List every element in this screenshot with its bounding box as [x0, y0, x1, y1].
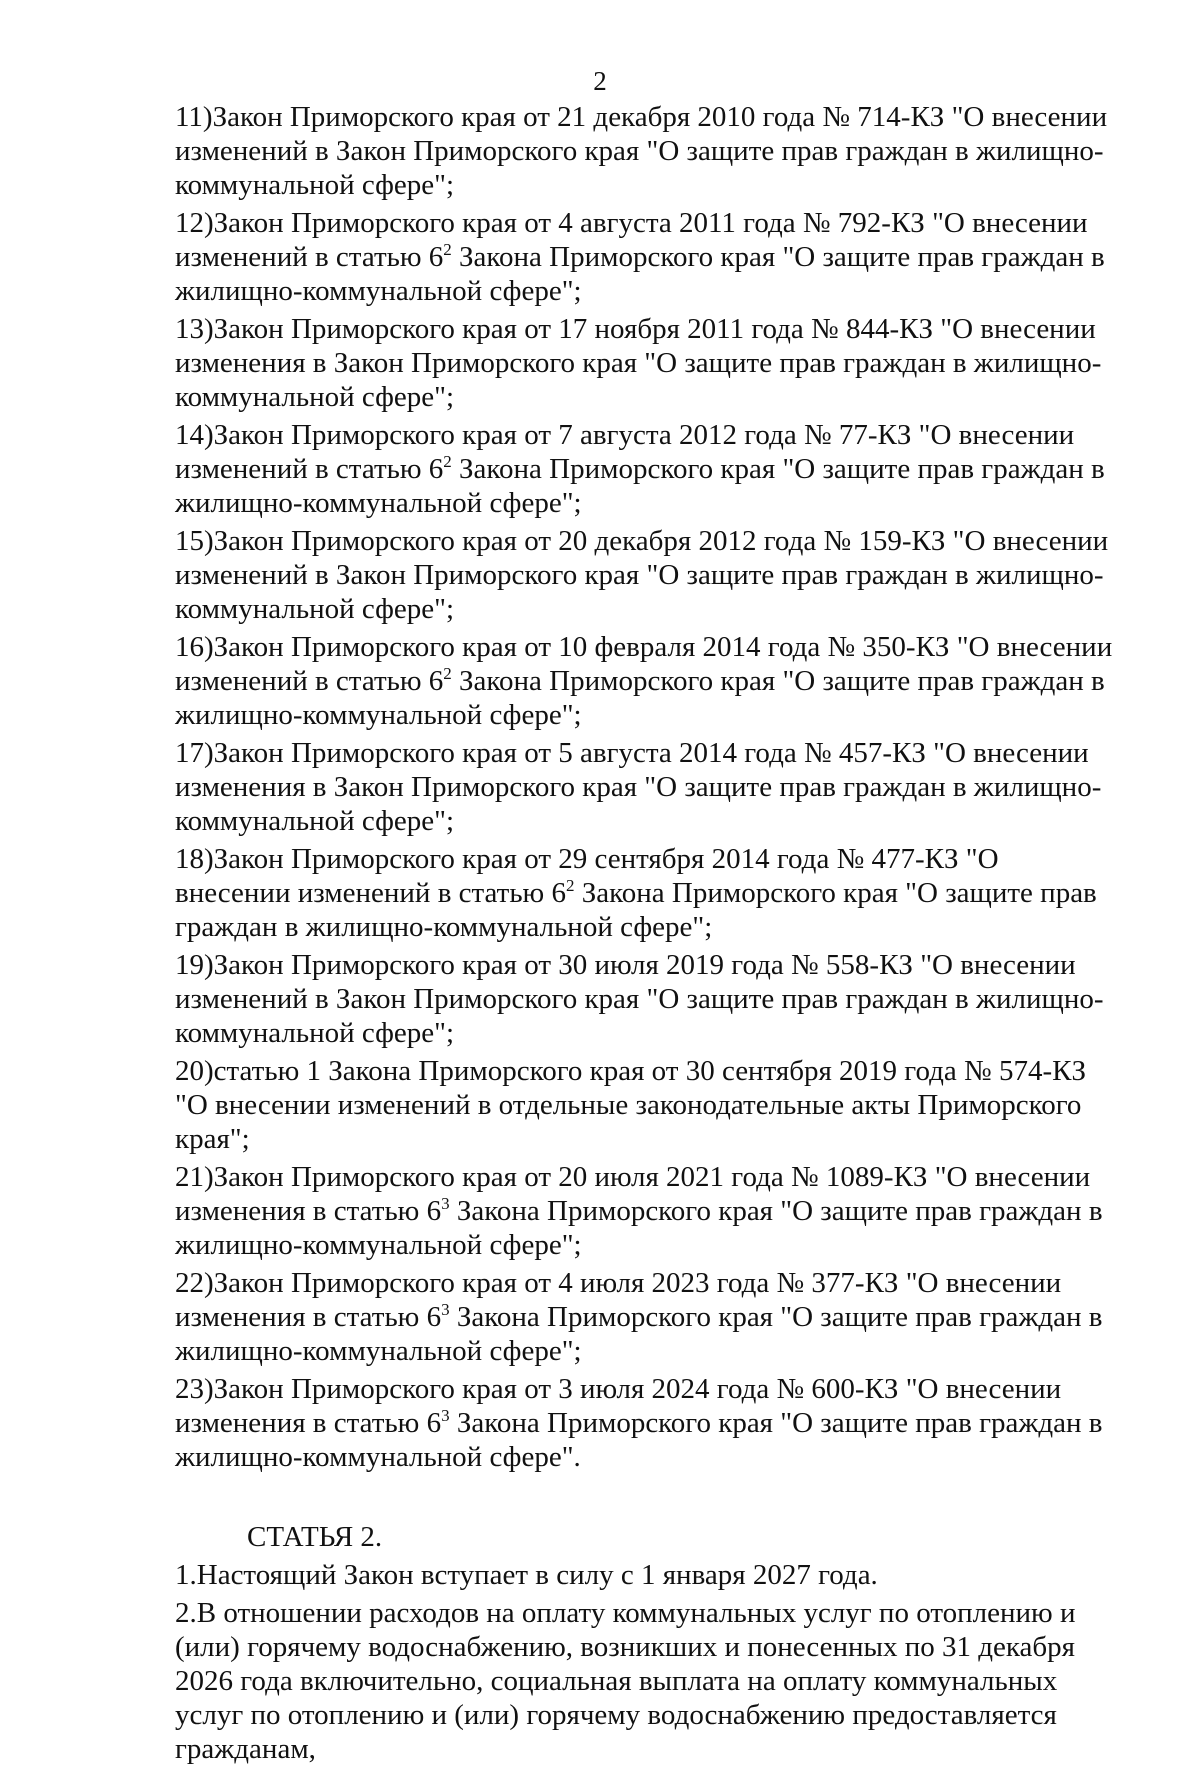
list-item-15-line-3: жилищно-коммунальной сфере"; [175, 559, 1104, 625]
list-item-11-line-2: "О внесении изменений в Закон Приморского края "О защите прав граждан в [175, 101, 1108, 167]
list-item-12-line-3: граждан в жилищно-коммунальной сфере"; [175, 241, 1105, 307]
list-item-11-line-3: жилищно-коммунальной сфере"; [175, 135, 1104, 201]
superscript: 2 [443, 452, 452, 471]
list-item-21-line-1: 21)Закон Приморского края от 20 июля 2021 года № 1089-КЗ [175, 1161, 928, 1193]
list-item-23-line-2-text-a: изменения в статью 6 [175, 1407, 442, 1439]
list-item-20-line-2: № 574-КЗ "О внесении изменений в отдельные законодательные акты [175, 1055, 1086, 1121]
article-2-paragraph-2-line-2: и (или) горячему водоснабжению, возникших и понесенных по 31 декабря [175, 1597, 1076, 1663]
list-item-23-line-2-text-b: Закона Приморского края "О защите прав граждан в [449, 1407, 1103, 1439]
list-item-14-line-2-text-a: "О внесении изменений в статью 6 [175, 419, 1075, 485]
list-item-12-line-2-text-b: Закона Приморского края "О защите прав [451, 241, 975, 273]
list-item-23-line-3: жилищно-коммунальной сфере". [175, 1441, 581, 1473]
list-item-17-line-1: 17)Закон Приморского края от 5 августа 2014 года № 457-КЗ [175, 737, 926, 769]
list-item-21 [175, 1160, 1113, 1262]
list-item-13-line-2: "О внесении изменения в Закон Приморского края "О защите прав граждан в [175, 313, 1096, 379]
list-item-23-line-2 [175, 1407, 1103, 1439]
list-item-21-line-3: граждан в жилищно-коммунальной сфере"; [175, 1195, 1103, 1261]
list-item-22-line-2-text-b: Закона Приморского края "О защите прав граждан в [449, 1301, 1103, 1333]
list-item-16-line-2-text-b: Закона Приморского края "О защите прав [451, 665, 975, 697]
list-item-19-line-3: жилищно-коммунальной сфере"; [175, 983, 1104, 1049]
list-item-12 [175, 206, 1113, 308]
list-item-14-line-1: 14)Закон Приморского края от 7 августа 2012 года № 77-КЗ [175, 419, 912, 451]
list-item-17-line-3: жилищно-коммунальной сфере"; [175, 771, 1102, 837]
list-item-11-line-1: 11)Закон Приморского края от 21 декабря 2010 года № 714-КЗ [175, 101, 945, 133]
list-item-16-line-2-text-a: "О внесении изменений в статью 6 [175, 631, 1113, 697]
list-item-21-line-2-text-b: Закона Приморского края "О защите прав [449, 1195, 972, 1227]
superscript: 2 [565, 876, 575, 895]
list-item-22 [175, 1266, 1113, 1368]
article-2-paragraph-2 [175, 1596, 1113, 1766]
list-item-18-line-2-text-b: Закона Приморского края "О защите прав [574, 877, 1097, 909]
list-item-20-line-3: Приморского края"; [175, 1089, 1082, 1155]
list-item-22-line-3: жилищно-коммунальной сфере"; [175, 1335, 582, 1367]
list-item-19-line-1: 19)Закон Приморского края от 30 июля 2019 года № 558-КЗ [175, 949, 913, 981]
list-item-18-line-2-text-a: "О внесении изменений в статью 6 [175, 843, 999, 909]
list-item-19-line-2: "О внесении изменений в Закон Приморского края "О защите прав граждан в [175, 949, 1076, 1015]
list-item-14 [175, 418, 1113, 520]
superscript: 3 [441, 1194, 450, 1213]
list-item-23-line-1: 23)Закон Приморского края от 3 июля 2024 года № 600-КЗ "О внесении [175, 1373, 1062, 1405]
list-item-15-line-1: 15)Закон Приморского края от 20 декабря 2012 года № 159-КЗ [175, 525, 946, 557]
article-2-title: СТАТЬЯ 2. [247, 1521, 383, 1553]
article-2-paragraph-1 [175, 1558, 1113, 1592]
list-item-13 [175, 312, 1113, 414]
list-item-18 [175, 842, 1113, 944]
list-item-22-line-2-text-a: изменения в статью 6 [175, 1301, 442, 1333]
list-item-11 [175, 100, 1113, 202]
document-body [175, 100, 1113, 1770]
page-number: 2 [593, 66, 607, 96]
list-item-22-line-1: 22)Закон Приморского края от 4 июля 2023 года № 377-КЗ "О внесении [175, 1267, 1062, 1299]
list-item-22-line-2 [175, 1301, 1103, 1333]
article-2-paragraph-2-line-3: 2026 года включительно, социальная выплата на оплату коммунальных услуг [175, 1665, 1058, 1731]
list-item-15-line-2: "О внесении изменений в Закон Приморского края "О защите прав граждан в [175, 525, 1109, 591]
article-2-paragraph-2-line-1: 2.В отношении расходов на оплату коммунальных услуг по отоплению [175, 1597, 1053, 1629]
superscript: 3 [441, 1300, 450, 1319]
superscript: 2 [443, 664, 452, 683]
list-item-21-line-2-text-a: "О внесении изменения в статью 6 [175, 1161, 1091, 1227]
superscript: 2 [443, 240, 452, 259]
list-item-17 [175, 736, 1113, 838]
list-item-17-line-2: "О внесении изменения в Закон Приморского края "О защите прав граждан в [175, 737, 1089, 803]
list-item-15 [175, 524, 1113, 626]
article-2-paragraph-2-line-4: по отоплению и (или) горячему водоснабжению предоставляется гражданам, [175, 1699, 1057, 1765]
superscript: 3 [441, 1406, 450, 1425]
list-item-13-line-1: 13)Закон Приморского края от 17 ноября 2011 года № 844-КЗ [175, 313, 933, 345]
list-item-12-line-1: 12)Закон Приморского края от 4 августа 2011 года № 792-КЗ [175, 207, 925, 239]
list-item-18-line-3: граждан в жилищно-коммунальной сфере"; [175, 911, 713, 943]
list-item-12-line-2-text-a: "О внесении изменений в статью 6 [175, 207, 1088, 273]
list-item-13-line-3: жилищно-коммунальной сфере"; [175, 347, 1102, 413]
list-item-20-line-1: 20)статью 1 Закона Приморского края от 30 сентября 2019 года [175, 1055, 957, 1087]
list-item-23 [175, 1372, 1113, 1474]
list-item-18-line-1: 18)Закон Приморского края от 29 сентября 2014 года № 477-КЗ [175, 843, 959, 875]
article-2-paragraph-1-line-1: 1.Настоящий Закон вступает в силу с 1 января 2027 года. [175, 1559, 878, 1591]
list-item-14-line-2-text-b: Закона Приморского края "О защите прав [451, 453, 975, 485]
list-item-19 [175, 948, 1113, 1050]
list-item-16-line-3: граждан в жилищно-коммунальной сфере"; [175, 665, 1105, 731]
list-item-14-line-3: граждан в жилищно-коммунальной сфере"; [175, 453, 1105, 519]
list-item-16 [175, 630, 1113, 732]
list-item-16-line-1: 16)Закон Приморского края от 10 февраля 2014 года № 350-КЗ [175, 631, 950, 663]
list-item-20 [175, 1054, 1113, 1156]
